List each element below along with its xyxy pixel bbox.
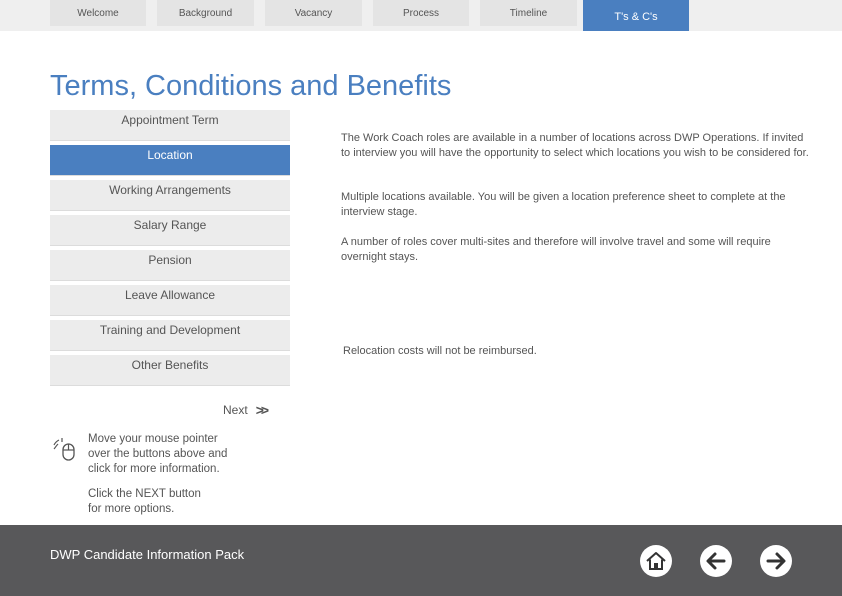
tab-welcome[interactable]: Welcome xyxy=(50,0,146,26)
menu-item-pension[interactable]: Pension xyxy=(50,250,290,281)
menu-item-location[interactable]: Location xyxy=(50,145,290,176)
help-text-mouse: Move your mouse pointer over the buttons above and click for more information. xyxy=(88,433,228,475)
footer-bar xyxy=(0,525,842,596)
content-paragraph: Multiple locations available. You will be given a location preference sheet to complete at the interview stage. xyxy=(341,191,786,218)
arrow-right-icon[interactable] xyxy=(759,544,793,578)
menu-item-other-benefits[interactable]: Other Benefits xyxy=(50,355,290,386)
next-label: Next xyxy=(223,403,248,417)
double-chevron-right-icon: >> xyxy=(255,402,267,418)
page-title: Terms, Conditions and Benefits xyxy=(50,70,452,102)
menu-item-salary-range[interactable]: Salary Range xyxy=(50,215,290,246)
menu-item-training-and-development[interactable]: Training and Development xyxy=(50,320,290,351)
mouse-pointer-icon xyxy=(52,436,78,462)
tab-timeline[interactable]: Timeline xyxy=(480,0,577,26)
footer-title: DWP Candidate Information Pack xyxy=(50,547,245,562)
top-nav-bar xyxy=(0,0,842,31)
tab-vacancy[interactable]: Vacancy xyxy=(265,0,362,26)
content-paragraph: Relocation costs will not be reimbursed. xyxy=(343,345,537,357)
tab-ts-and-cs[interactable]: T's & C's xyxy=(583,0,689,31)
home-icon[interactable] xyxy=(639,544,673,578)
menu-item-appointment-term[interactable]: Appointment Term xyxy=(50,110,290,141)
arrow-left-icon[interactable] xyxy=(699,544,733,578)
menu-item-working-arrangements[interactable]: Working Arrangements xyxy=(50,180,290,211)
menu-item-leave-allowance[interactable]: Leave Allowance xyxy=(50,285,290,316)
content-paragraph: A number of roles cover multi-sites and therefore will involve travel and some will require overnight stays. xyxy=(341,236,771,263)
help-text-next: Click the NEXT button for more options. xyxy=(88,488,201,515)
next-button[interactable] xyxy=(223,402,266,418)
tab-background[interactable]: Background xyxy=(157,0,254,26)
tab-process[interactable]: Process xyxy=(373,0,469,26)
content-paragraph: The Work Coach roles are available in a number of locations across DWP Operations. If invited to interview you will have the opportunity to select which locations you wish to be considered for. xyxy=(341,132,809,159)
